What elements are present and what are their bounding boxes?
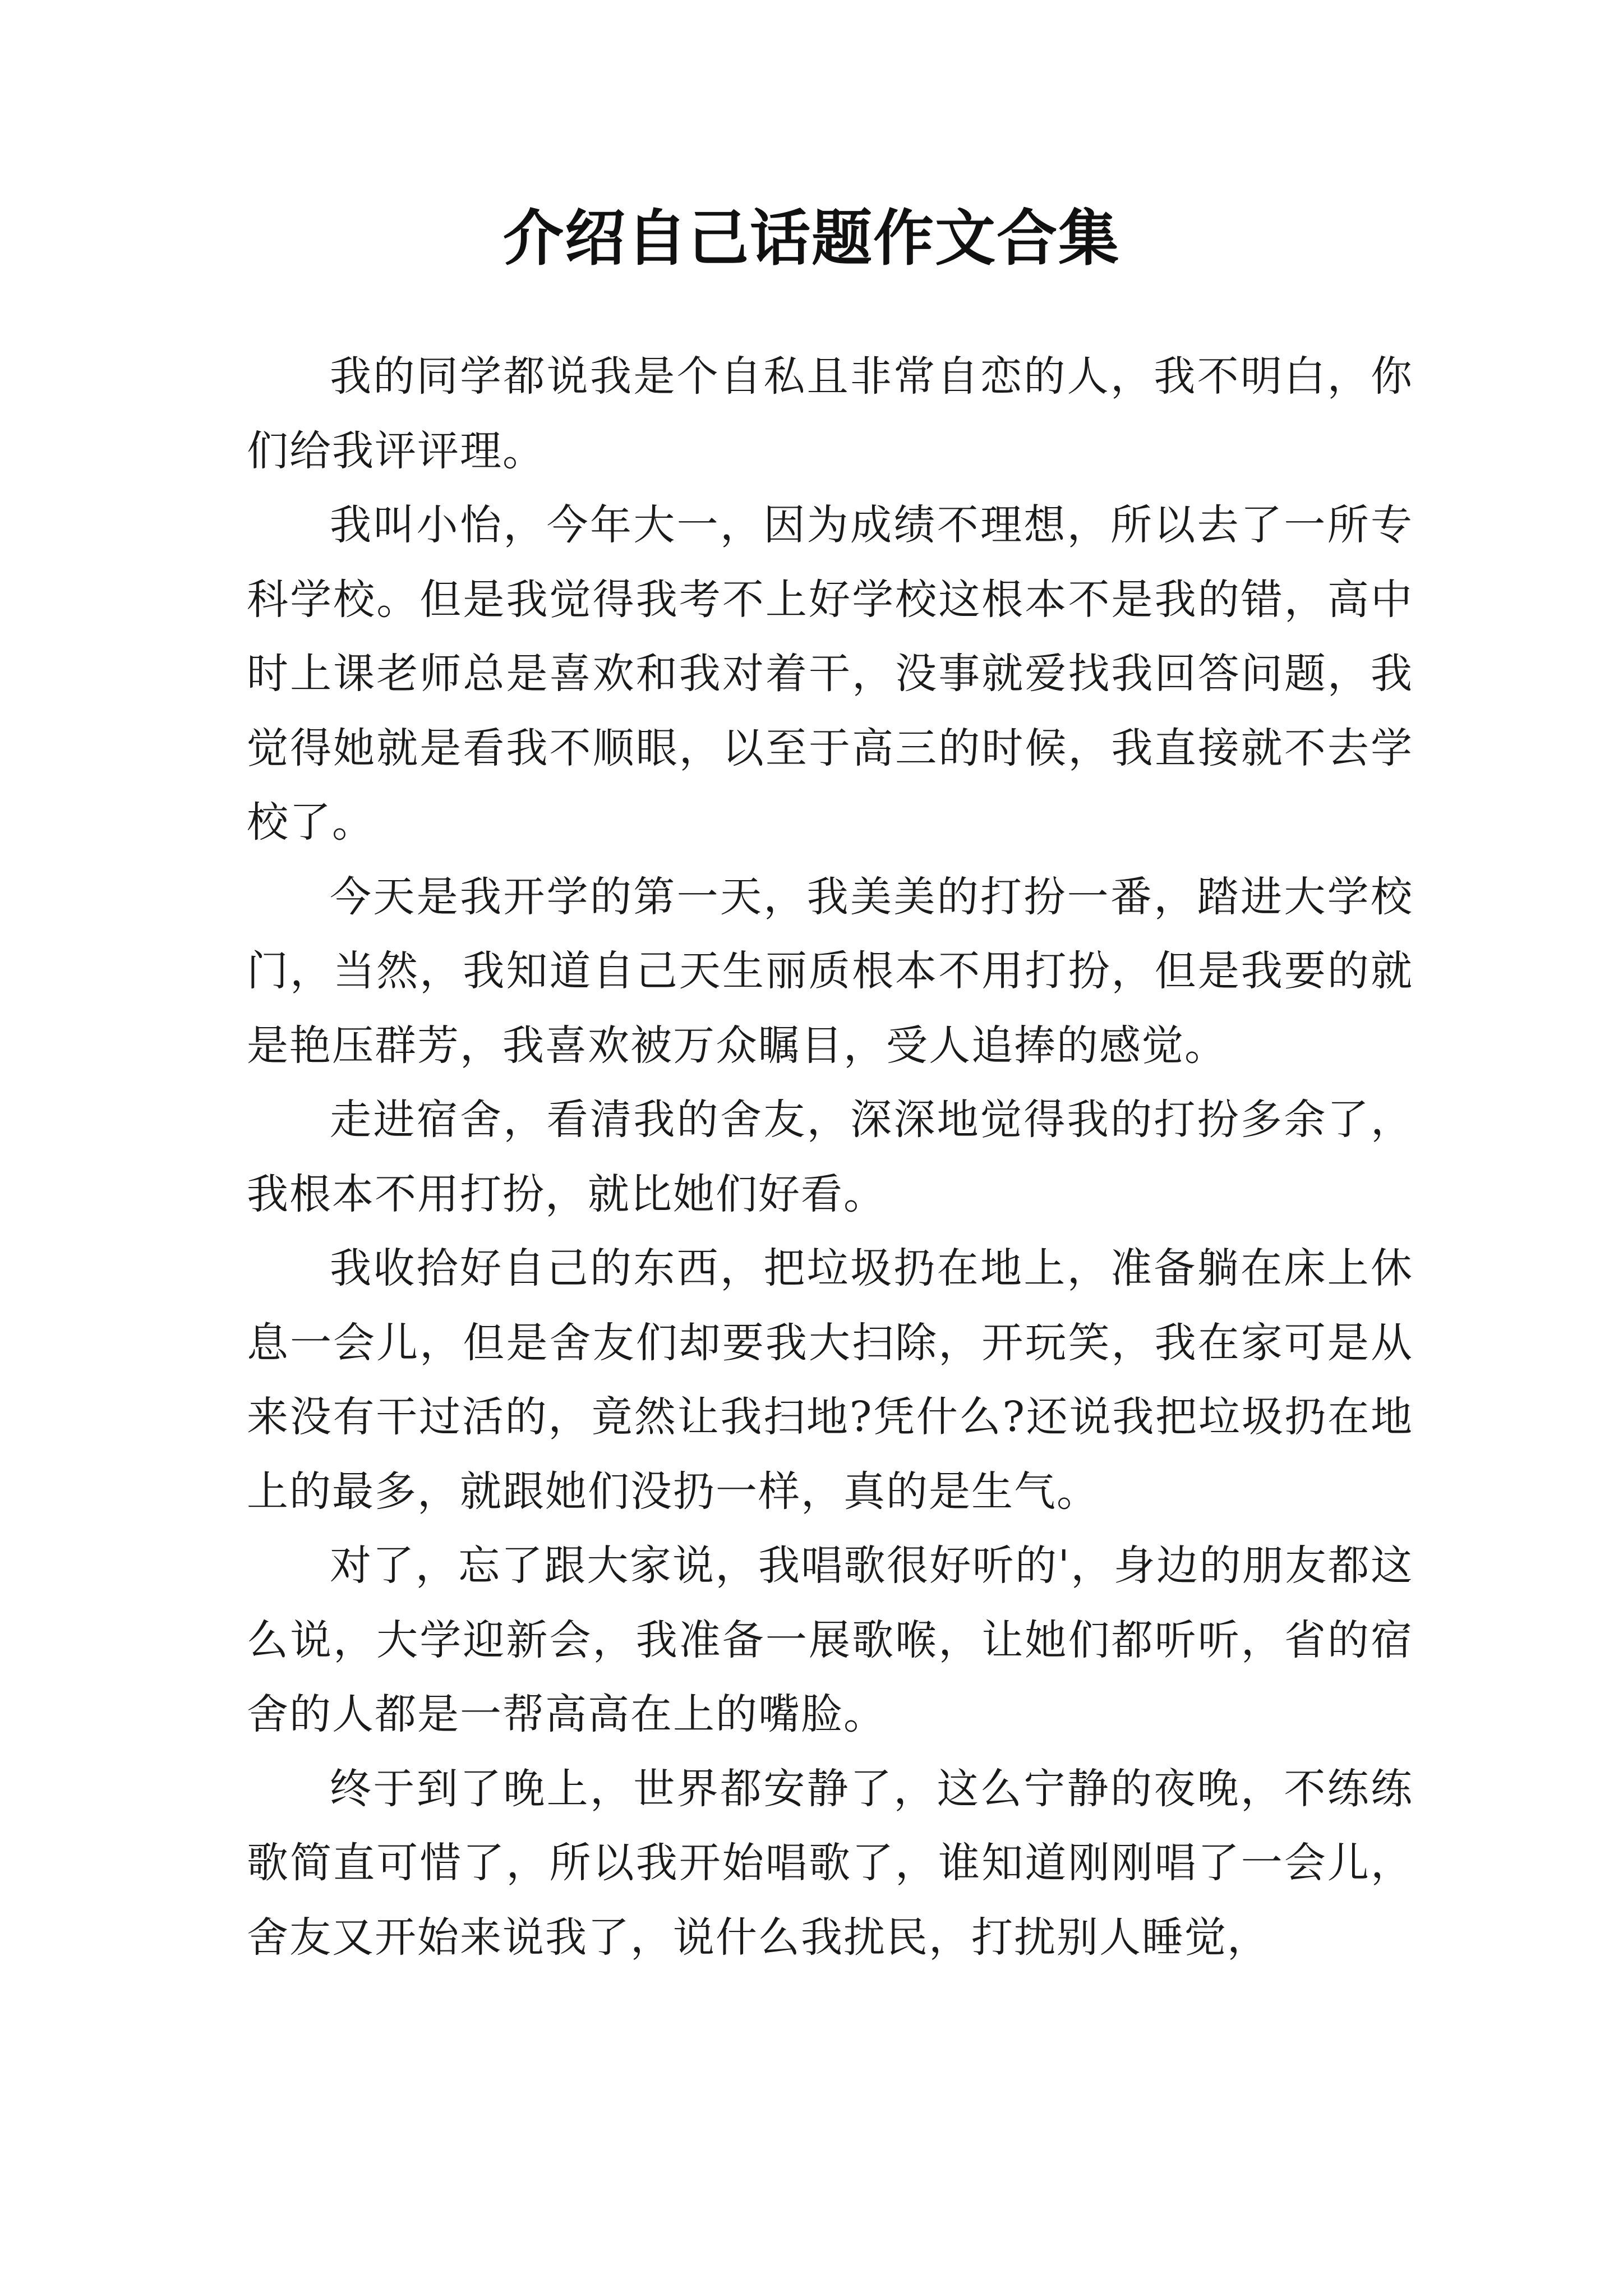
paragraph: 对了，忘了跟大家说，我唱歌很好听的'，身边的朋友都这么说，大学迎新会，我准备一展歌喉，让她们都听听，省的宿舍的人都是一帮高高在上的嘴脸。: [247, 1542, 1413, 1738]
paragraph: 终于到了晚上，世界都安静了，这么宁静的夜晚，不练练歌简直可惜了，所以我开始唱歌了，谁知道刚刚唱了一会儿，舍友又开始来说我了，说什么我扰民，打扰别人睡觉，: [247, 1764, 1413, 1962]
paragraph: 我的同学都说我是个自私且非常自恋的人，我不明白，你们给我评评理。: [247, 352, 1413, 475]
paragraph: 今天是我开学的第一天，我美美的打扮一番，踏进大学校门，当然，我知道自己天生丽质根本不用打扮，但是我要的就是艳压群芳，我喜欢被万众瞩目，受人追捧的感觉。: [247, 872, 1413, 1070]
document-title: 介绍自己话题作文合集: [502, 203, 1120, 274]
paragraph: 走进宿舍，看清我的舍友，深深地觉得我的打扮多余了，我根本不用打扮，就比她们好看。: [247, 1096, 1413, 1218]
paragraph: 我收拾好自己的东西，把垃圾扔在地上，准备躺在床上休息一会儿，但是舍友们却要我大扫除，开玩笑，我在家可是从来没有干过活的，竟然让我扫地?凭什么?还说我把垃圾扔在地上的最多，就跟她们没扔一样，真的是生气。: [247, 1244, 1413, 1516]
document-body: [247, 339, 1413, 1975]
paragraph: 我叫小怡，今年大一，因为成绩不理想，所以去了一所专科学校。但是我觉得我考不上好学校这根本不是我的错，高中时上课老师总是喜欢和我对着干，没事就爱找我回答问题，我觉得她就是看我不顺眼，以至于高三的时候，我直接就不去学校了。: [247, 501, 1413, 846]
